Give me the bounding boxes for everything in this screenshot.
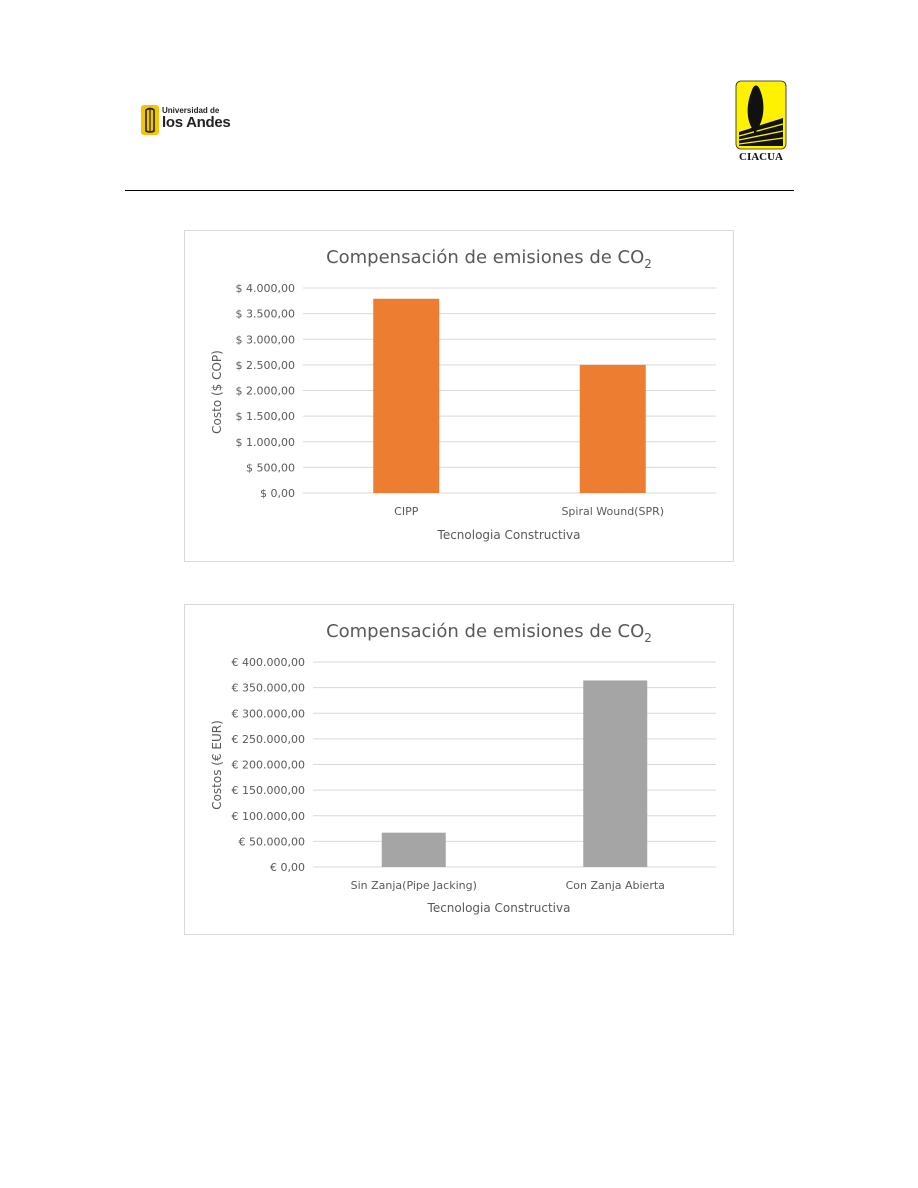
header-divider [125, 190, 794, 191]
chart-1-y-tick-label: $ 0,00 [260, 487, 295, 500]
chart-1 [185, 231, 733, 561]
chart-2-y-tick-label: € 0,00 [270, 861, 305, 874]
chart-1-title: Compensación de emisiones de $CO_2$ [326, 247, 652, 271]
chart-2 [185, 605, 733, 934]
chart-1-bar [580, 365, 646, 493]
chart-1-y-tick-label: $ 500,00 [246, 461, 295, 475]
chart-2-x-tick-label: Sin Zanja(Pipe Jacking) [350, 879, 477, 892]
chart-1-x-tick-label: CIPP [394, 505, 419, 518]
chart-1-y-tick-label: $ 1.000,00 [235, 435, 295, 449]
chart-1-frame [184, 230, 734, 562]
chart-2-title: Compensación de emisiones de $CO_2$ [326, 621, 652, 645]
chart-1-y-tick-label: $ 2.000,00 [235, 384, 295, 398]
chart-1-x-tick-label: Spiral Wound(SPR) [561, 505, 665, 518]
ciacua-logo [735, 80, 787, 166]
chart-2-y-tick-label: € 100.000,00 [231, 809, 305, 823]
ciacua-cypress-icon [735, 80, 787, 150]
chart-2-y-tick-label: € 150.000,00 [231, 784, 305, 798]
chart-1-y-tick-label: $ 3.000,00 [235, 333, 295, 347]
chart-1-y-tick-label: $ 3.500,00 [235, 307, 295, 321]
chart-2-y-tick-label: € 50.000,00 [238, 835, 305, 849]
chart-1-bar [373, 299, 439, 493]
chart-1-y-tick-label: $ 4.000,00 [235, 282, 295, 295]
uniandes-logo-line2: los Andes [162, 114, 231, 131]
chart-2-x-axis-label: Tecnologia Constructiva [427, 901, 571, 915]
uniandes-emblem-icon [140, 104, 160, 136]
chart-2-y-tick-label: € 250.000,00 [231, 732, 305, 746]
chart-2-y-axis-label: Costos (€ EUR) [210, 720, 224, 810]
chart-2-bar [382, 833, 446, 867]
chart-2-y-tick-label: € 350.000,00 [231, 681, 305, 695]
chart-1-y-tick-label: $ 1.500,00 [235, 410, 295, 424]
uniandes-logo-line1: Universidad de [162, 106, 220, 115]
chart-2-x-tick-label: Con Zanja Abierta [565, 879, 665, 892]
ciacua-logo-text: CIACUA [739, 151, 783, 163]
chart-2-y-tick-label: € 300.000,00 [231, 707, 305, 721]
chart-2-frame [184, 604, 734, 935]
chart-2-y-tick-label: € 400.000,00 [231, 656, 305, 669]
chart-2-y-tick-label: € 200.000,00 [231, 758, 305, 772]
chart-1-y-axis-label: Costo ($ COP) [210, 350, 224, 434]
chart-1-x-axis-label: Tecnologia Constructiva [437, 528, 581, 542]
chart-2-bar [583, 680, 647, 867]
chart-1-y-tick-label: $ 2.500,00 [235, 358, 295, 372]
uniandes-logo [140, 104, 230, 138]
